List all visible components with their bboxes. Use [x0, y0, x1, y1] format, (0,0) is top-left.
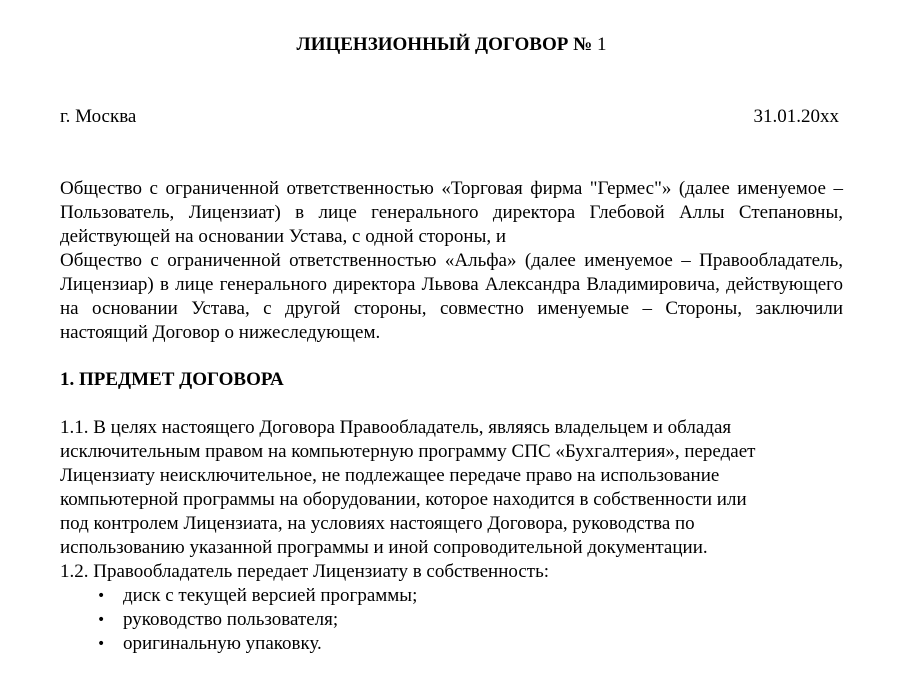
section-body: [60, 416, 843, 656]
preamble: [60, 177, 843, 345]
clause-1-2: 1.2. Правообладатель передает Лицензиату в собственность:: [60, 561, 550, 582]
document-title-text: ЛИЦЕНЗИОННЫЙ ДОГОВОР №: [296, 34, 593, 55]
contract-date: 31.01.20хх: [753, 106, 839, 127]
list-item-text: руководство пользователя;: [123, 609, 339, 630]
document-number: 1: [596, 34, 607, 55]
clause-1-1-line: компьютерной программы на оборудовании, которое находится в собственности или: [60, 489, 747, 510]
bullet-icon: •: [97, 636, 106, 652]
clause-1-1-line: использованию указанной программы и иной сопроводительной документации.: [60, 537, 708, 558]
list-item: [60, 632, 843, 656]
clause-1-1: [60, 416, 843, 560]
contract-place: г. Москва: [60, 106, 137, 127]
preamble-party-licensor: Общество с ограниченной ответственностью «Альфа» (далее именуемое – Правообладатель, Лицензиар) в лице генерального директора Львова Александра Владимировича, действующего на основании Устава, с другой стороны, совместно именуемые – Стороны, заключили настоящий Договор о нижеследующем.: [60, 250, 843, 343]
clause-1-1-line: исключительным правом на компьютерную программу СПС «Бухгалтерия», передает: [60, 441, 756, 462]
list-item: [60, 584, 843, 608]
list-item-text: оригинальную упаковку.: [123, 633, 322, 654]
clause-1-1-line: 1.1. В целях настоящего Договора Правообладатель, являясь владельцем и обладая: [60, 417, 732, 438]
section-heading: 1. ПРЕДМЕТ ДОГОВОРА: [60, 369, 284, 390]
clause-1-1-line: Лицензиату неисключительное, не подлежащее передаче право на использование: [60, 465, 720, 486]
preamble-party-licensee: Общество с ограниченной ответственностью «Торговая фирма "Гермес"» (далее именуемое – Пользователь, Лицензиат) в лице генерального директора Глебовой Аллы Степановны, действующей на основании Устава, с одной стороны, и: [60, 178, 843, 247]
clause-1-1-line: под контролем Лицензиата, на условиях настоящего Договора, руководства по: [60, 513, 695, 534]
list-item-text: диск с текущей версией программы;: [123, 585, 418, 606]
list-item: [60, 608, 843, 632]
bullet-icon: •: [97, 588, 106, 604]
bullet-icon: •: [97, 612, 106, 628]
document-title: [60, 33, 843, 57]
transfer-items-list: [60, 584, 843, 656]
